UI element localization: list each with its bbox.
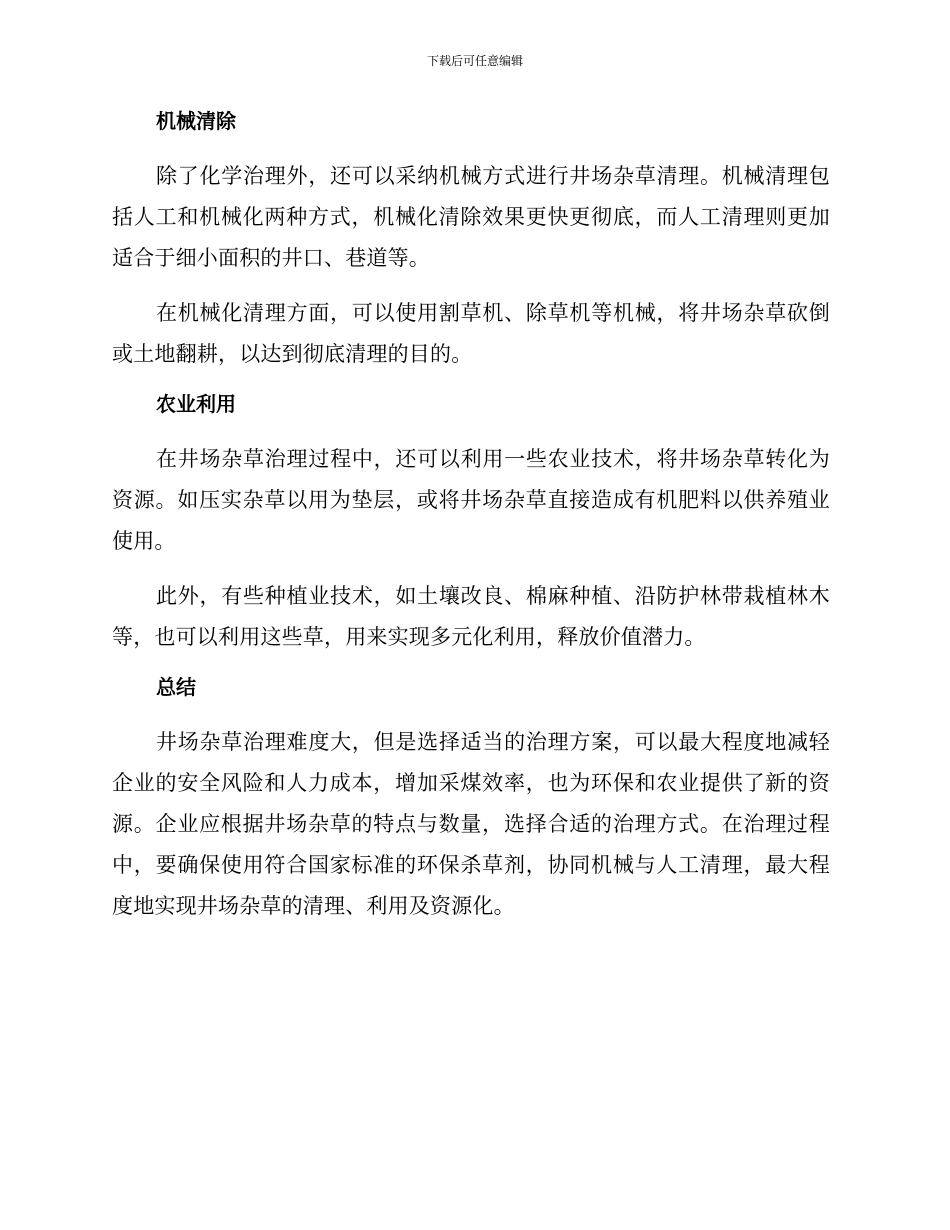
document-body (112, 108, 830, 941)
paragraph: 此外，有些种植业技术，如土壤改良、棉麻种植、沿防护林带栽植林木等，也可以利用这些草，用来实现多元化利用，释放价值潜力。 (112, 584, 830, 649)
section-heading: 机械清除 (156, 109, 236, 133)
section-mechanical-removal (112, 108, 830, 375)
section-heading: 农业利用 (156, 392, 236, 416)
section-agricultural-use (112, 391, 830, 658)
paragraph: 井场杂草治理难度大，但是选择适当的治理方案，可以最大程度地减轻企业的安全风险和人力成本，增加采煤效率，也为环保和农业提供了新的资源。企业应根据井场杂草的特点与数量，选择合适的治理方式。在治理过程中，要确保使用符合国家标准的环保杀草剂，协同机械与人工清理，最大程度地实现井场杂草的清理、利用及资源化。 (112, 730, 830, 918)
paragraph: 除了化学治理外，还可以采纳机械方式进行井场杂草清理。机械清理包括人工和机械化两种方式，机械化清除效果更快更彻底，而人工清理则更加适合于细小面积的井口、巷道等。 (112, 164, 830, 270)
section-heading: 总结 (156, 675, 196, 699)
page-header: 下载后可任意编辑 (426, 54, 523, 68)
section-summary (112, 674, 830, 927)
paragraph: 在机械化清理方面，可以使用割草机、除草机等机械，将井场杂草砍倒或土地翻耕，以达到彻底清理的目的。 (112, 301, 830, 366)
paragraph: 在井场杂草治理过程中，还可以利用一些农业技术，将井场杂草转化为资源。如压实杂草以用为垫层，或将井场杂草直接造成有机肥料以供养殖业使用。 (112, 447, 830, 553)
